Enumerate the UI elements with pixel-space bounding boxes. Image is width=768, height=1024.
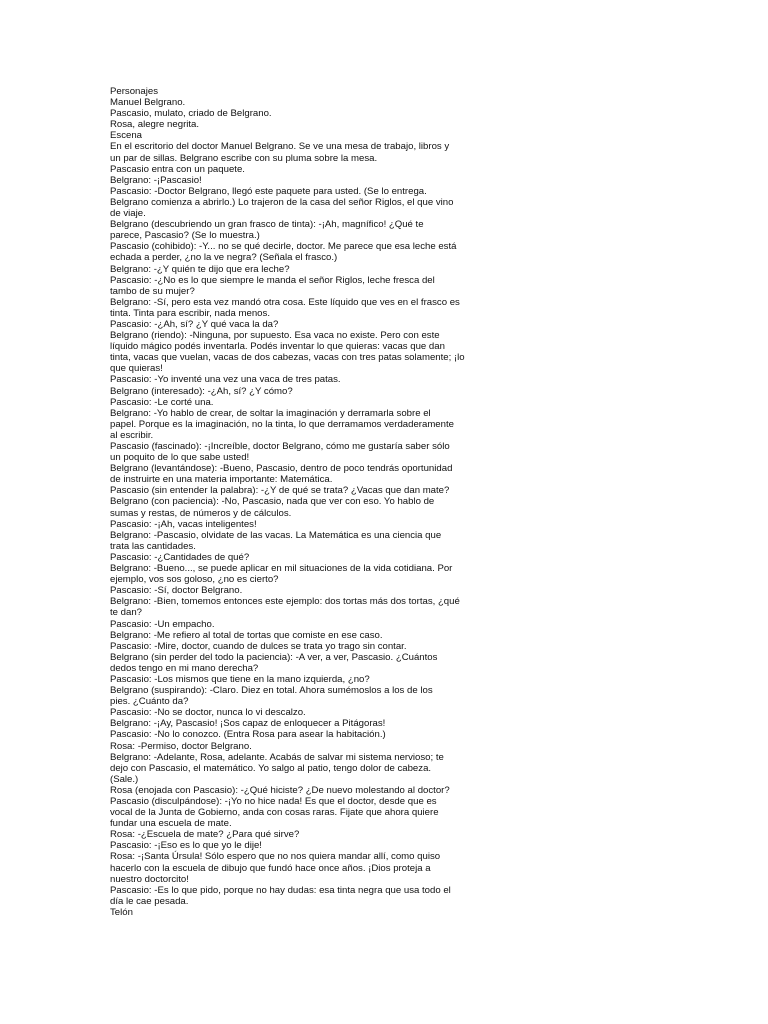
text-line: Pascasio: -Le corté una. [110, 396, 214, 408]
text-line: Pascasio: -No lo conozco. (Entra Rosa para asear la habitación.) [110, 729, 386, 741]
text-line: al escribir. [110, 429, 154, 441]
text-line: Rosa: -Permiso, doctor Belgrano. [110, 740, 252, 752]
text-line: Belgrano (levantándose): -Bueno, Pascasio, dentro de poco tendrás oportunidad [110, 463, 453, 475]
text-line: tinta. Tinta para escribir, nada menos. [110, 307, 270, 319]
text-line: Rosa (enojada con Pascasio): -¿Qué hiciste? ¿De nuevo molestando al doctor? [110, 784, 450, 796]
text-line: Belgrano (riendo): -Ninguna, por supuesto. Esa vaca no existe. Pero con este [110, 330, 440, 342]
text-line: Pascasio: -¿Cantidades de qué? [110, 551, 250, 563]
text-line: de viaje. [110, 208, 146, 220]
text-line: que quieras! [110, 363, 163, 375]
text-line: de instruirte en una materia importante: Matemática. [110, 474, 333, 486]
text-line: Pascasio: -¡Eso es lo que yo le dije! [110, 840, 262, 852]
text-line: Belgrano (con paciencia): -No, Pascasio, nada que ver con eso. Yo hablo de [110, 496, 435, 508]
document-text [110, 86, 490, 918]
text-line: Pascasio: -No se doctor, nunca lo vi descalzo. [110, 707, 306, 719]
text-line: pies. ¿Cuánto da? [110, 696, 189, 708]
text-line: Belgrano comienza a abrirlo.) Lo trajeron de la casa del señor Riglos, el que vino [110, 196, 454, 208]
text-line: Telón [110, 906, 133, 918]
text-line: líquido mágico podés inventarla. Podés inventar lo que quieras: vacas que dan [110, 341, 445, 353]
text-line: Pascasio: -Mire, doctor, cuando de dulces se trata yo trago sin contar. [110, 640, 407, 652]
text-line: Pascasio (disculpándose): -¡Yo no hice nada! Es que el doctor, desde que es [110, 796, 437, 807]
text-line: tinta, vacas que vuelan, vacas de dos cabezas, vacas con tres patas solamente; ¡lo [110, 352, 465, 364]
text-line: hacerlo con la escuela de dibujo que fundó hace once años. ¡Dios proteja a [110, 862, 431, 874]
text-line: Belgrano (descubriendo un gran frasco de tinta): -¡Ah, magnífico! ¿Qué te [110, 219, 424, 231]
text-line: día le cae pesada. [110, 895, 189, 907]
text-line: Pascasio: -Doctor Belgrano, llegó este paquete para usted. (Se lo entrega. [110, 185, 427, 197]
text-line: trata las cantidades. [110, 540, 196, 552]
text-line: Belgrano (suspirando): -Claro. Diez en total. Ahora sumémoslos a los de los [110, 685, 433, 697]
text-line: parece, Pascasio? (Se lo muestra.) [110, 230, 260, 242]
text-line: tambo de su mujer? [110, 285, 195, 297]
text-line: nuestro doctorcito! [110, 873, 189, 885]
text-line: Pascasio: -Los mismos que tiene en la mano izquierda, ¿no? [110, 673, 370, 685]
text-line: Pascasio: -Un empacho. [110, 618, 215, 630]
text-line: Rosa, alegre negrita. [110, 119, 200, 131]
text-line: fundar una escuela de mate. [110, 818, 232, 830]
text-line: vocal de la Junta de Gobierno, anda con cosas raras. Fijate que ahora quiere [110, 807, 439, 819]
text-line: Pascasio: -Sí, doctor Belgrano. [110, 585, 243, 597]
text-line: Belgrano: -Bien, tomemos entonces este ejemplo: dos tortas más dos tortas, ¿qué [110, 596, 460, 608]
text-line: Pascasio (fascinado): -¡Increíble, doctor Belgrano, cómo me gustaría saber sólo [110, 441, 450, 452]
text-line: te dan? [110, 607, 143, 619]
text-line: En el escritorio del doctor Manuel Belgrano. Se ve una mesa de trabajo, libros y [110, 141, 450, 153]
text-line: Belgrano (sin perder del todo la paciencia): -A ver, a ver, Pascasio. ¿Cuántos [110, 651, 438, 663]
text-line: un par de sillas. Belgrano escribe con su pluma sobre la mesa. [110, 152, 378, 164]
text-line: Belgrano: -Adelante, Rosa, adelante. Acabás de salvar mi sistema nervioso; te [110, 751, 444, 763]
text-line: Belgrano: -Pascasio, olvidate de las vacas. La Matemática es una ciencia que [110, 529, 442, 541]
text-line: Escena [110, 130, 142, 142]
text-line: Belgrano: -Bueno..., se puede aplicar en mil situaciones de la vida cotidiana. Por [110, 563, 453, 575]
text-line: Pascasio: -Yo inventé una vez una vaca de tres patas. [110, 374, 341, 386]
text-line: Belgrano: -¿Y quién te dijo que era leche? [110, 263, 290, 275]
text-line: sumas y restas, de números y de cálculos. [110, 507, 292, 519]
text-line: Pascasio (cohibido): -Y... no se qué decirle, doctor. Me parece que esa leche está [110, 241, 457, 253]
text-line: papel. Porque es la imaginación, no la tinta, lo que derramamos verdaderamente [110, 418, 454, 430]
text-line: (Sale.) [110, 773, 139, 785]
text-line: Belgrano: -¡Ay, Pascasio! ¡Sos capaz de enloquecer a Pitágoras! [110, 718, 386, 730]
text-line: Personajes [110, 86, 158, 97]
text-line: dedos tengo en mi mano derecha? [110, 662, 259, 674]
text-line: Rosa: -¿Escuela de mate? ¿Para qué sirve? [110, 829, 300, 841]
text-line: Belgrano (interesado): -¿Ah, sí? ¿Y cómo? [110, 385, 293, 397]
text-line: dejo con Pascasio, el matemático. Yo salgo al patio, tengo dolor de cabeza. [110, 762, 432, 774]
text-line: Pascasio: -¿Ah, sí? ¿Y qué vaca la da? [110, 318, 279, 330]
text-line: Belgrano: -Sí, pero esta vez mandó otra cosa. Este líquido que ves en el frasco es [110, 296, 460, 308]
text-line: Pascasio: -¿No es lo que siempre le manda el señor Riglos, leche fresca del [110, 274, 435, 286]
text-line: Rosa: -¡Santa Úrsula! Sólo espero que no nos quiera mandar allí, como quiso [110, 851, 441, 863]
text-line: Pascasio, mulato, criado de Belgrano. [110, 108, 272, 120]
text-line: Belgrano: -Me refiero al total de tortas que comiste en ese caso. [110, 629, 383, 641]
text-line: ejemplo, vos sos goloso, ¿no es cierto? [110, 574, 279, 586]
text-line: Manuel Belgrano. [110, 97, 186, 109]
text-line: Belgrano: -¡Pascasio! [110, 174, 202, 186]
text-line: un poquito de lo que sabe usted! [110, 452, 250, 464]
text-line: Pascasio (sin entender la palabra): -¿Y de qué se trata? ¿Vacas que dan mate? [110, 485, 450, 497]
text-line: echada a perder, ¿no la ve negra? (Señala el frasco.) [110, 252, 338, 264]
text-line: Pascasio: -¡Ah, vacas inteligentes! [110, 518, 257, 530]
text-line: Pascasio entra con un paquete. [110, 163, 245, 175]
text-line: Belgrano: -Yo hablo de crear, de soltar la imaginación y derramarla sobre el [110, 407, 431, 419]
text-line: Pascasio: -Es lo que pido, porque no hay dudas: esa tinta negra que usa todo el [110, 884, 451, 896]
